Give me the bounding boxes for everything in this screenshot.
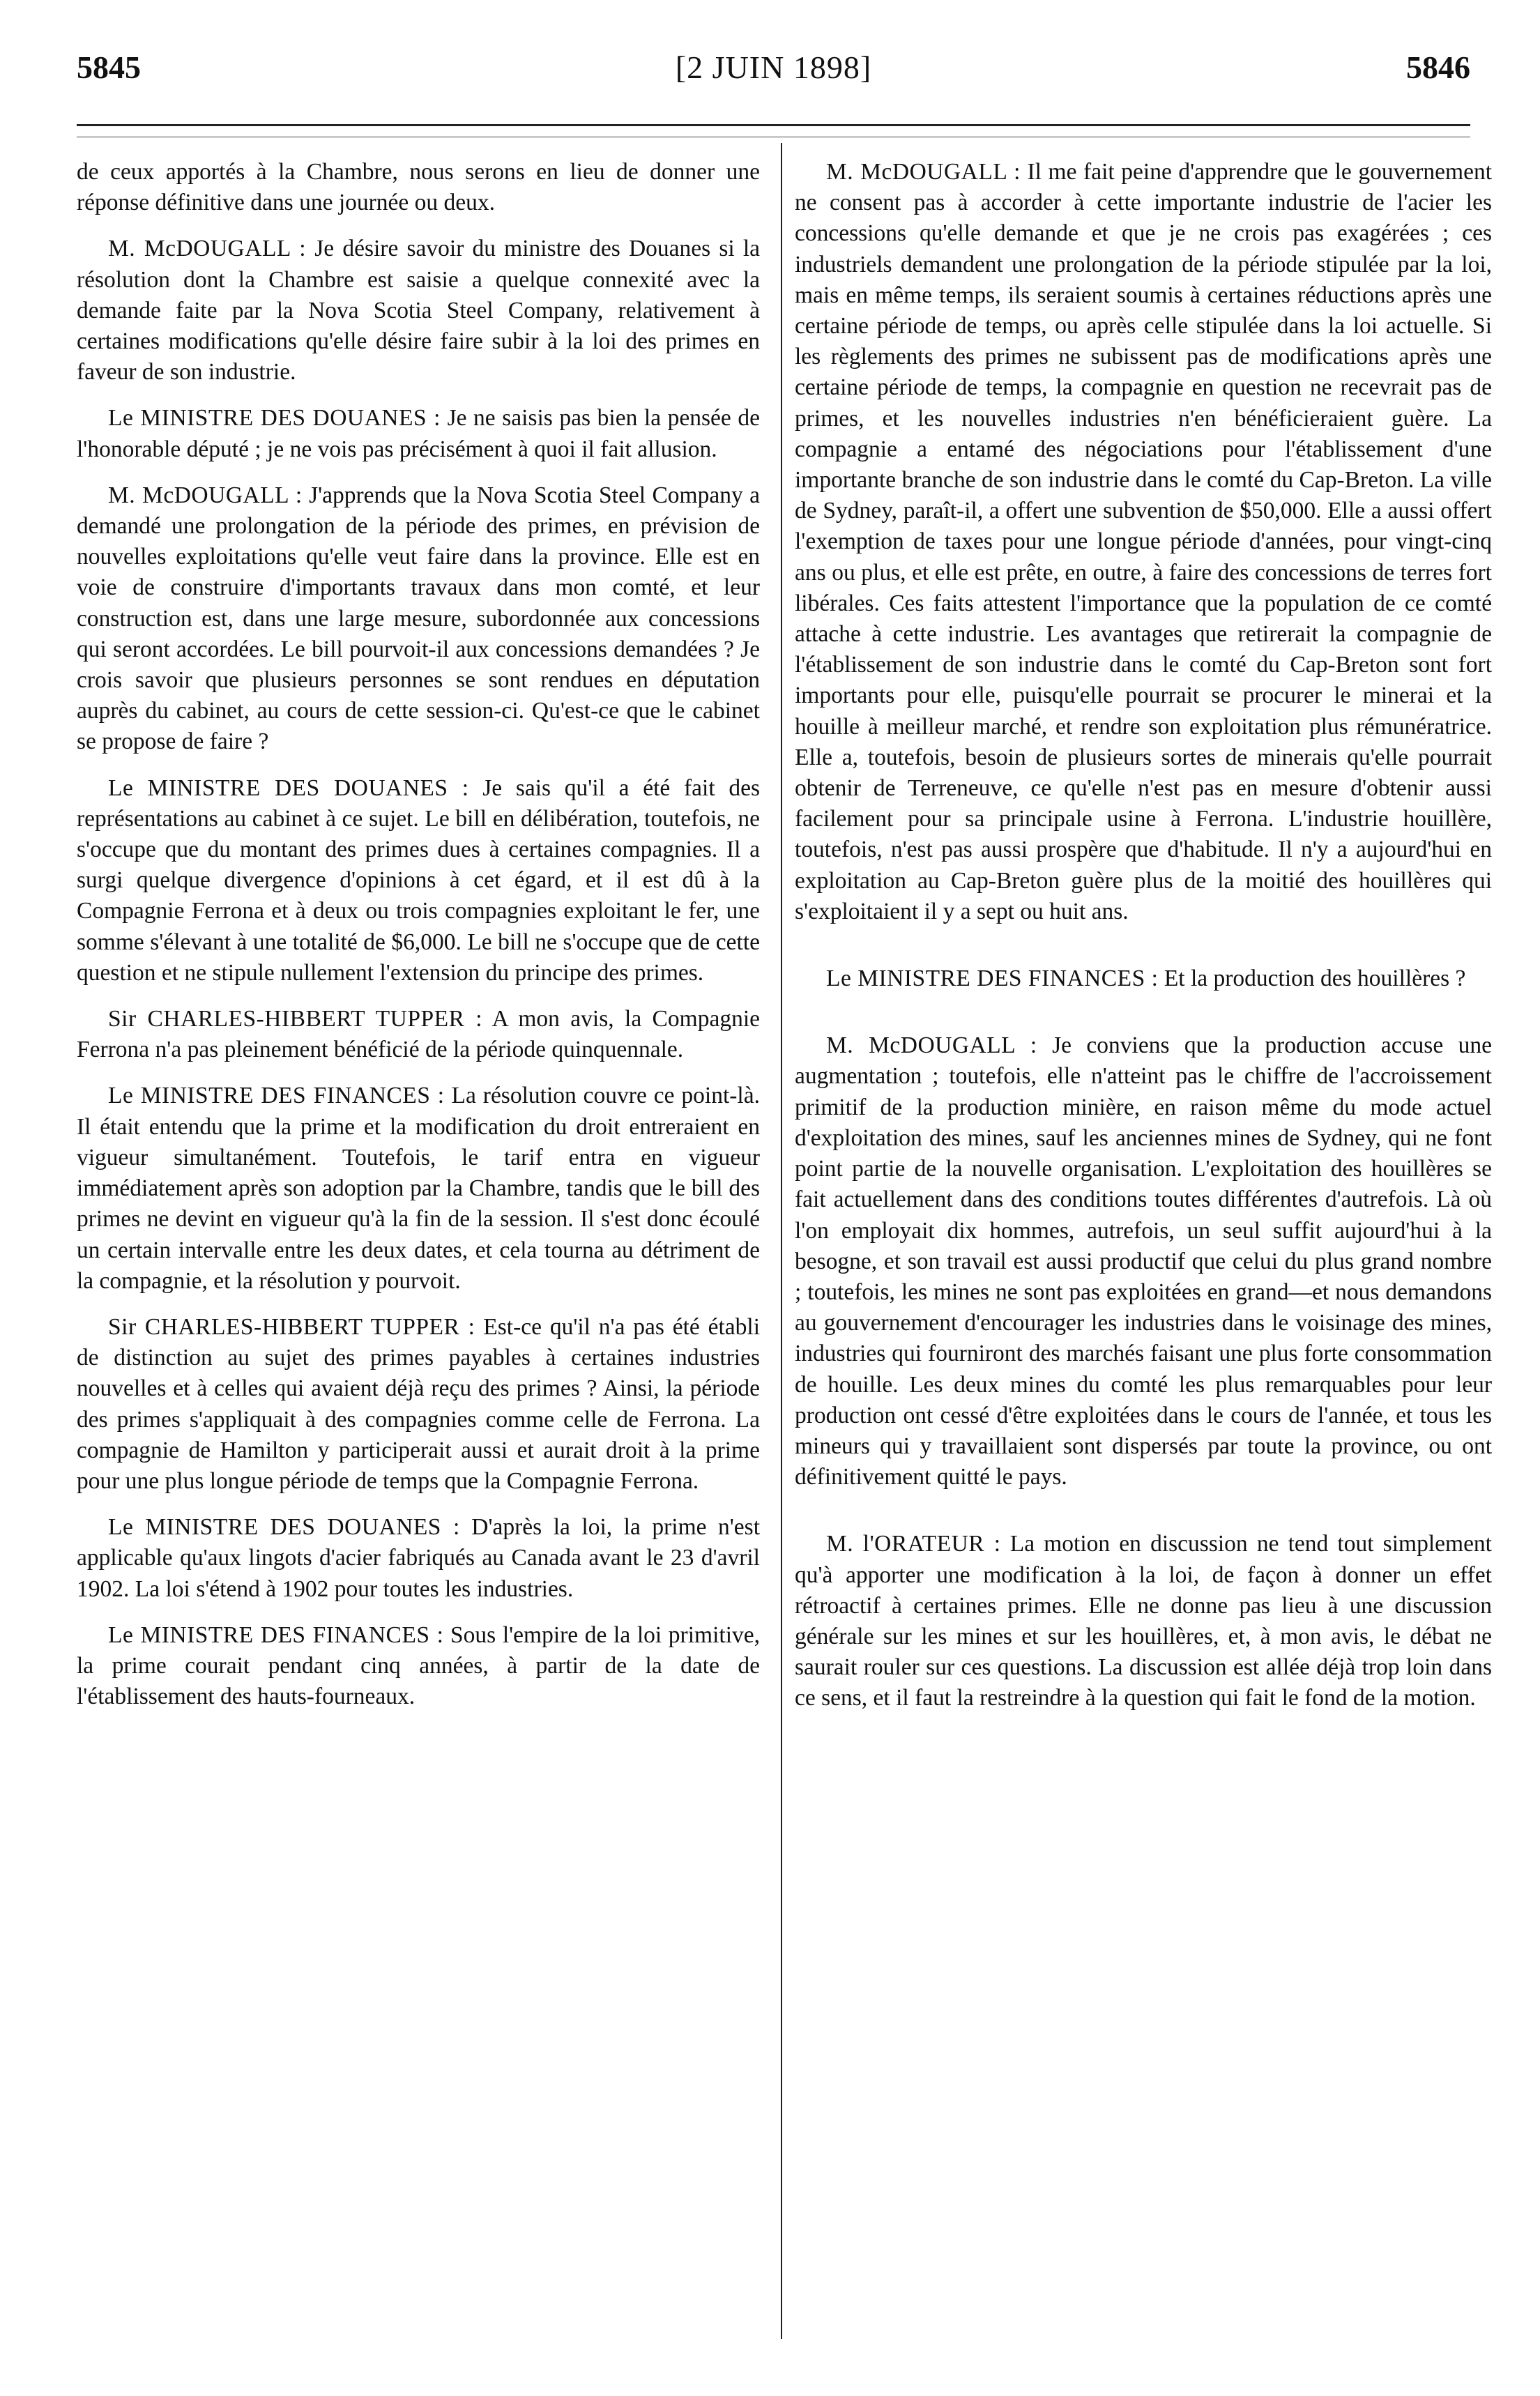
paragraph	[77, 403, 760, 464]
speaker-name: Sir CHARLES-HIBBERT TUPPER :	[108, 1313, 475, 1340]
left-column	[77, 157, 760, 1727]
paragraph	[795, 1030, 1492, 1493]
paragraph-text: Je désire savoir du ministre des Douanes si la résolution dont la Chambre est saisie a quelque connexité avec la demande faite par la Nova Scotia Steel Company, relativement à certaines modifications qu'elle désire faire subir à la loi des primes en faveur de son industrie.	[77, 236, 760, 386]
paragraph-text: Il me fait peine d'apprendre que le gouvernement ne consent pas à accorder à cette importante industrie de l'acier les concessions qu'elle demande et que je ne crois pas exagérées ; ces industriels demandent une prolongation de la période stipulée par la loi, mais en même temps, ils seraient soumis à certaines réductions après une certaine période de temps, ou après celle stipulée dans la loi actuelle. Si les règlements des primes ne subissent pas de modifications après une certaine période de temps, la compagnie en question ne recevrait pas de primes, et les nouvelles industries n'en bénéficieraient guère. La compagnie a entamé des négociations pour l'établissement d'une importante branche de son industrie dans le comté du Cap-Breton. La ville de Sydney, paraît-il, a offert une subvention de $50,000. Elle a aussi offert l'exemption de taxes pour une longue période d'années, pour vingt-cinq ans ou plus, et elle est prête, en outre, à faire des concessions de terres fort libérales. Ces faits attestent l'importance que la population de ce comté attache à cette industrie. Les avantages que retirerait la compagnie de l'établissement de son industrie dans le comté du Cap-Breton sont fort importants pour elle, puisqu'elle pourrait se procurer le minerai et la houille à meilleur marché, et rendre son exploitation plus rémunératrice. Elle a, toutefois, besoin de plusieurs sortes de minerais qu'elle pourrait obtenir de Terreneuve, ce qu'elle n'est pas en mesure d'obtenir aussi facilement pour sa principale usine à Ferrona. L'industrie houillère, toutefois, n'est pas aussi prospère que d'habitude. Il n'y a aujourd'hui en exploitation au Cap-Breton guère plus de la moitié des houillères qui s'exploitaient il y a sept ou huit ans.	[795, 159, 1493, 924]
page-number-right: 5846	[1406, 49, 1470, 85]
paragraph-text: A mon avis, la Compagnie Ferrona n'a pas pleinement bénéficié de la période quinquennale.	[77, 1006, 761, 1063]
paragraph-text: J'apprends que la Nova Scotia Steel Company a demandé une prolongation de la période des primes, en prévision de nouvelles exploitations qu'elle veut faire dans la province. Elle est en voie de construire d'importants travaux dans mon comté, et leur construction est, dans une large mesure, subordonnée aux concessions qui seront accordées. Le bill pourvoit-il aux concessions demandées ? Je crois savoir que plusieurs personnes se sont rendues en députation auprès du cabinet, au cours de cette session-ci. Qu'est-ce que le cabinet se propose de faire ?	[77, 482, 761, 755]
paragraph-text: Je conviens que la production accuse une augmentation ; toutefois, elle n'atteint pas le chiffre de l'accroissement primitif de la production minière, en raison même du mode actuel d'exploitation des mines, sauf les anciennes mines de Sydney, qui ne font point partie de la nouvelle organisation. L'exploitation des houillères se fait actuellement dans des conditions toutes différentes d'autrefois. Là où l'on employait dix hommes, autrefois, un seul suffit aujourd'hui à la besogne, et son travail est aussi productif que celui du plus grand nombre ; toutefois, les mines ne sont pas exploitées en grand—et nous demandons au gouvernement d'encourager les industries dans le voisinage des mines, industries qui fourniront des marchés faisant une plus forte consommation de houille. Les deux mines du comté les plus remarquables pour leur production ont cessé d'être exploitées dans le cours de l'année, et tous les mineurs qui y travaillaient sont dispersés par toute la province, ou ont définitivement quitté le pays.	[795, 1032, 1492, 1490]
speaker-name: M. McDOUGALL :	[108, 482, 303, 508]
speaker-name: M. McDOUGALL :	[826, 159, 1021, 185]
speaker-name: Le MINISTRE DES FINANCES :	[108, 1083, 445, 1109]
paragraph	[77, 1081, 760, 1296]
paragraph-text: de ceux apportés à la Chambre, nous serons en lieu de donner une réponse définitive dans une journée ou deux.	[77, 159, 760, 216]
paragraph	[77, 1312, 760, 1497]
speaker-name: M. McDOUGALL :	[108, 236, 307, 262]
speaker-name: Sir CHARLES-HIBBERT TUPPER :	[108, 1006, 483, 1032]
paragraph-text: D'après la loi, la prime n'est applicable qu'aux lingots d'acier fabriqués au Canada avant le 23 d'avril 1902. La loi s'étend à 1902 pour toutes les industries.	[77, 1514, 761, 1602]
paragraph	[77, 773, 760, 989]
speaker-name: M. l'ORATEUR :	[826, 1531, 1001, 1557]
paragraph	[77, 1004, 760, 1065]
speaker-name: Le MINISTRE DES FINANCES :	[108, 1622, 444, 1648]
paragraph	[795, 963, 1492, 994]
right-column	[795, 157, 1492, 1730]
paragraph-text: Est-ce qu'il n'a pas été établi de distinction au sujet des primes payables à certaines industries nouvelles et à celles qui avaient déjà reçu des primes ? Ainsi, la période des primes s'appliquait à des compagnies comme celle de Ferrona. La compagnie de Hamilton y participerait aussi et aurait droit à la prime pour une plus longue période de temps que la Compagnie Ferrona.	[77, 1313, 761, 1494]
paragraph-text: La motion en discussion ne tend tout simplement qu'à apporter une modification à la loi, de façon à donner un effet rétroactif à certaines primes. Elle ne donne pas lieu à une discussion générale sur les mines et sur les houillères, et, à mon avis, le débat ne saurait rouler sur ces questions. La discussion est allée déjà trop loin dans ce sens, et il faut la restreindre à la question qui fait le fond de la motion.	[795, 1531, 1492, 1711]
paragraph-text: Je sais qu'il a été fait des représentations au cabinet à ce sujet. Le bill en délibération, toutefois, ne s'occupe que du montant des primes dues à certaines compagnies. Il a surgi quelque divergence d'opinions à cet égard, et il est dû à la Compagnie Ferrona et à deux ou trois compagnies exploitant le fer, une somme s'élevant à une totalité de $6,000. Le bill ne s'occupe que de cette question et ne stipule nullement l'extension du principe des primes.	[77, 774, 761, 986]
speaker-name: M. McDOUGALL :	[826, 1032, 1037, 1059]
header-rule	[77, 124, 1470, 126]
paragraph	[795, 157, 1492, 927]
column-divider	[781, 143, 782, 2339]
paragraph-text: Je ne saisis pas bien la pensée de l'honorable député ; je ne vois pas précisément à quoi il fait allusion.	[77, 405, 760, 462]
paragraph	[77, 1512, 760, 1605]
speaker-name: Le MINISTRE DES DOUANES :	[108, 774, 469, 801]
page-header	[77, 49, 1470, 98]
paragraph	[795, 1529, 1492, 1714]
paragraph-text: Sous l'empire de la loi primitive, la prime courait pendant cinq années, à partir de la date de l'établissement des hauts-fourneaux.	[77, 1622, 760, 1710]
page-date: [2 JUIN 1898]	[675, 49, 872, 85]
speaker-name: Le MINISTRE DES DOUANES :	[108, 1514, 460, 1541]
paragraph-text: Et la production des houillères ?	[1164, 966, 1466, 992]
page-number-left: 5845	[77, 49, 141, 85]
paragraph	[77, 157, 760, 218]
paragraph	[77, 1620, 760, 1713]
speaker-name: Le MINISTRE DES FINANCES :	[826, 966, 1159, 992]
paragraph	[77, 480, 760, 758]
paragraph-text: La résolution couvre ce point-là. Il était entendu que la prime et la modification du droit entreraient en vigueur simultanément. Toutefois, le tarif entra en vigueur immédiatement après son adoption par la Chambre, tandis que le bill des primes ne devint en vigueur qu'à la fin de la session. Il s'est donc écoulé un certain intervalle entre les deux dates, et cela tourna au détriment de la compagnie, et la résolution y pourvoit.	[77, 1083, 760, 1294]
speaker-name: Le MINISTRE DES DOUANES :	[108, 405, 441, 432]
paragraph	[77, 234, 760, 388]
